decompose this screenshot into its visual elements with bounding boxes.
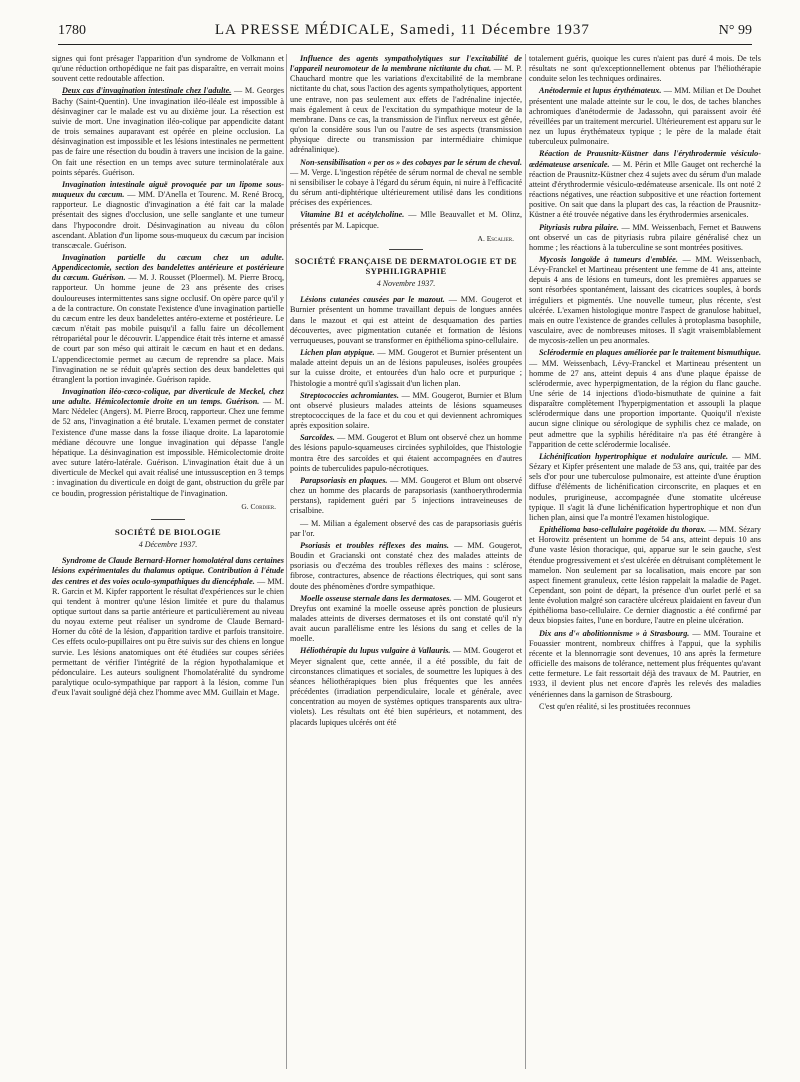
article-paragraph: — M. Milian a également observé des cas de parapsoriasis guéris par l'or.: [290, 518, 522, 538]
article-body: — MM. Gougerot et Dreyfus ont examiné la moelle osseuse après ponction de plusieurs malades atteints de diverses dermatoses et ils ont constaté qu'il n'y avait aucun parallélisme entre les lésions du sang et celles de la moelle.: [290, 593, 522, 644]
article-body: — MM. Sézary et Horowitz présentent un homme de 54 ans, atteint depuis 10 ans d'une vaste lésion thoracique, qui, apparue sur le sein gauche, s'est étendue progressivement et s'est ulcérée en détruisant complètement le mamelon. Non seulement par sa localisation, mais encore par son aspect finement granuleux, cette lésion rappelait la maladie de Paget. Cependant, son point de départ, la présence d'un ourlet perlé et sa lente évolution malgré son caractère ulcéreux plaidaient en faveur d'un épithélioma baso-cellulaire. Ce dernier diagnostic a été confirmé par deux biopsies faites, l'une en bordure, l'autre en pleine ulcération.: [529, 525, 761, 626]
article-title: Invagination iléo-cæco-colique, par diverticule de Meckel, chez une adulte. Hémicolectomie droite en un temps. Guérison.: [52, 387, 284, 407]
column-rule-2: [525, 54, 526, 1069]
article-body: — MM. Gougerot, Burnier et Blum ont observé plusieurs malades atteints de lésions squameuses streptococciques de la face et du cou et qui deviennent achromiques après exposition solaire.: [290, 390, 522, 431]
article-title: Sclérodermie en plaques améliorée par le traitement bismuthique.: [539, 348, 761, 358]
article-paragraph: [52, 253, 284, 385]
section-date: 4 Décembre 1937.: [138, 540, 198, 550]
article-body: — M. J. Rousset (Ploermel). M. Pierre Brocq, rapporteur. Un homme jeune de 23 ans présente des crises douloureuses intermittentes sans signe occlusif. On opère parce qu'il y a de la contracture. On constate l'existence d'une invagination partielle du cæcum entre les deux bandelettes antéro-externe et postérieure. Le cæcum n'était pas mobile puisqu'il a fallu faire un décollement rétropariétal pour le découvrir. L'appendice était très interne et amassé de court par son méso qui attirait le cæcum en haut et en dedans. L'appendicectomie permet au cæcum de reprendre sa place. Mais l'invagination ne se réduit qu'après section des deux bandelettes qui étranglent la portion invaginée. Guérison rapide.: [52, 273, 284, 384]
article-body: — MM. Weissenbach, Lévy-Franckel et Martineau présentent un homme de 27 ans, atteint depuis 4 ans d'une plaque épaisse de sclérodermie, avec hyperpigmentation, de la région du flanc gauche. Une série de 14 injections d'iodo-bismuthate de quinine a fait disparaître complètement l'hyperpigmentation et assoupli la plaque sclérodermique dans une proportion importante. Quoiqu'il n'existe aucun signe clinique ou sérologique de syphilis chez ce malade, on peut admettre que la syphilis héréditaire n'a pas été étrangère à l'apparition de cette sclérodermie localisée.: [529, 358, 761, 449]
article-body: — MM. Gougerot et Blum ont observé chez un homme des lésions papulo-squameuses circinées syphiloïdes, que l'histologie montra être des sarcoïdes et qui étaient accompagnées en d'autres points de tuberculides papulo-nécrotiques.: [290, 433, 522, 473]
article-title: Parapsoriasis en plaques.: [300, 475, 388, 485]
article-paragraph: [529, 255, 761, 346]
article-body: — MM. D'Anella et Tourenc. M. René Brocq, rapporteur. Le diagnostic d'invagination a été fait car la malade présentait des signes d'occlusion, une selle sanglante et une tumeur dans l'hypocondre droit. Désinvagination au niveau du côlon ascendant. Ablation d'un lipome sous-muqueux du cæcum par incision transcæcale. Guérison.: [52, 190, 284, 250]
article-title: Syndrome de Claude Bernard-Horner homolatéral dans certaines lésions expérimentales du thalamus optique. Contribution à l'étude des centres et des voies oculo-sympathiques du diencéphale.: [52, 556, 284, 586]
article-paragraph: [290, 646, 522, 727]
article-body: — MM. Weissenbach, Lévy-Franckel et Martineau présentent une femme de 41 ans, atteinte depuis 4 ans de lésions en tumeurs, dont les premières apparues se sont résorbées spontanément, laissant des cicatrices souples, à bords irréguliers et pigmentés. Une nouvelle tumeur, plus récente, s'est ulcérée. L'examen histologique montre l'aspect de granulose habituel, mais en outre l'existence de grandes cellules à protoplasma basophile, vasculaire, avec de nombreuses mitoses. Il s'agit vraisemblablement de mycosis-zellen un peu anormales.: [529, 254, 761, 346]
journal-title: LA PRESSE MÉDICALE, Samedi, 11 Décembre 1937: [214, 22, 590, 38]
article-paragraph: [529, 149, 761, 220]
article-paragraph: [290, 210, 522, 230]
article-paragraph: [52, 180, 284, 251]
article-paragraph: [290, 158, 522, 209]
article-title: Deux cas d'invagination intestinale chez l'adulte.: [62, 86, 232, 96]
article-title: Dix ans d'« abolitionnisme » à Strasbourg.: [539, 628, 690, 638]
article-body: — MM. Gougerot et Meyer signalent que, cette année, il a été possible, du fait de circonstances climatiques et sociales, de soumettre les lupiques à des séances héliothérapiques bien plus fréquentes que les années précédentes (irradiation perpendiculaire, locale et générale, avec concentration au moyen de systèmes optiques transparents aux ultra-violets). Les résultats ont été bien supérieurs, et notamment, des placards lupiques ulcérés ont été: [290, 646, 522, 727]
section-date: 4 Novembre 1937.: [376, 279, 436, 289]
article-body: — MM. Touraine et Fouassier montrent, nombreux chiffres à l'appui, que la syphilis récente et la blennorragie sont devenues, 10 ans après la fermeture officielle des maisons de tolérance, nettement plus fréquentes qu'avant cette fermeture. Le fait ressortait déjà des travaux de M. Pautrier, en 1933, il devient plus net encore d'après les relevés des maladies vénériennes dans la garnison de Strasbourg.: [529, 628, 761, 699]
article-title: Pityriasis rubra pilaire.: [539, 222, 619, 232]
article-paragraph: [52, 387, 284, 499]
article-title: Réaction de Prausnitz-Küstner dans l'érythrodermie vésiculo-œdémateuse arsenicale.: [529, 149, 761, 169]
article-title: Psoriasis et troubles réflexes des mains.: [300, 540, 449, 550]
author-signature: A. Escalier.: [477, 233, 514, 243]
article-paragraph: [529, 348, 761, 450]
article-paragraph: C'est qu'en réalité, si les prostituées reconnues: [539, 701, 691, 711]
page-header: [58, 22, 752, 45]
article-paragraph: [290, 54, 522, 156]
column-1: [52, 54, 284, 1069]
article-body: — MM. Gougerot, Boudin et Gracianski ont constaté chez des malades atteints de psoriasis ou d'eczéma des troubles réflexes des mains : sclérose, fibrose, contractures, absence de réactions électriques, qui sont sans doute des phénomènes d'ordre sympathique.: [290, 540, 522, 591]
article-body: — MM. Gougerot et Blum ont observé chez un homme des placards de parapsoriasis (xanthoerythrodermia perstans), rapidement guéri par 5 injections intraveineuses de crisalbine.: [290, 475, 522, 516]
article-body: — MM. Weissenbach, Fernet et Bauwens ont observé un cas de pityriasis rubra pilaire généralisé chez un homme ; les réactions à la tuberculine se sont montrées positives.: [529, 222, 761, 252]
article-body: — MM. Sézary et Kipfer présentent une malade de 53 ans, qui, traitée par des sels d'or pour une tuberculose pulmonaire, est atteinte d'une éruption diffuse d'éléments de lichénification circonscrite, en plaques et en nodules, prurigineuse, accompagnée d'une stomatite ulcéreuse typique. Il s'agit là d'une lichénification hypertrophique et non d'un lichen plan, ainsi que l'a montré l'examen histologique.: [529, 451, 761, 522]
article-body: — MM. Gougerot et Burnier présentent un homme travaillant depuis de longues années dans le mazout et qui est atteint de desquamation des parties découvertes, avec pigmentation cutanée et formation de lésions verruqueuses, pouvant se transformer en épithélioma spino-cellulaire.: [290, 295, 522, 345]
article-paragraph: [290, 391, 522, 432]
article-title: Lésions cutanées causées par le mazout.: [300, 295, 445, 305]
article-title: Vitamine B1 et acétylcholine.: [300, 210, 405, 220]
column-rule-1: [286, 54, 287, 1069]
article-body: — MM. R. Garcin et M. Kipfer rapportent le résultat d'expériences sur le chien qui tendent à montrer qu'une lésion limitée et pure du thalamus optique surtout dans sa partie antérieure et particulièrement au niveau du noyau externe peut réaliser un syndrome de Claude Bernard-Horner du côté de la lésion, d'apparition tardive et parfois transitoire. Ces effets oculo-pupillaires ont pu être suivis sur des chiens en longue survie. Les lésions anatomiques ont été étudiées sur coupes sériées permettant de vérifier l'intégrité de la région hypothalamique et pédonculaire. Les auteurs soulignent l'homolatéralité du syndrome paralytique oculo-sympathique par rapport à la lésion, comme l'un d'eux l'avait souligné déjà chez l'homme avec MM. Guillain et Mage.: [52, 576, 284, 698]
article-body: — M. Verge. L'ingestion répétée de sérum normal de cheval ne semble ni sensibiliser le cobaye à l'égard du sérum équin, ni nuire à l'efficacité du sérum anti-diphtérique ultérieurement utilisé dans les conditions précises des expériences.: [290, 167, 522, 208]
article-title: Mycosis longoïde à tumeurs d'emblée.: [539, 254, 678, 264]
article-paragraph: [290, 348, 522, 389]
article-body: — M. Marc Nédelec (Angers). M. Pierre Brocq, rapporteur. Chez une femme de 52 ans, l'invagination a été brutale. L'examen permet de constater l'existence d'une masse dans la fosse iliaque droite. La laparotomie médiane découvre une longue invagination qui dépasse l'angle hépatique. La désinvagination est impossible. Hémicolectomie droite avec suture latéro-latérale. Guérison. L'invagination était due à un diverticule de Meckel qui avait réalisé une intussusception en 3 temps : invagination du diverticule en doigt de gant, obstruction du grêle par ce boudin, progression péristaltique de l'invagination.: [52, 397, 284, 498]
column-2: [290, 54, 522, 1069]
article-body: — MM. Milian et De Douhet présentent une malade atteinte sur le cou, le dos, de taches blanches achromiques d'anétodermie de Jadassohn, qui paraissent avoir été réveillées par un traitement mercuriel. Ultérieurement est apparu sur le nez un lupus érythémateux typique ; le père de la malade était tuberculeux pulmonaire.: [529, 86, 761, 147]
article-title: Epithélioma baso-cellulaire pagétoïde du thorax.: [539, 525, 707, 535]
article-body: — M. Périn et Mlle Gauget ont recherché la réaction de Prausnitz-Küstner chez 4 sujets avec du sérum d'un malade atteint d'érythrodermie vésiculo-œdémateuse arsenicale. Ils ont noté 2 réactions négatives, une réaction subpositive et une réaction fortement positive. On sait que dans la plupart des cas, la réaction de Prausnitz-Küstner a été trouvée négative dans les érythrodermies arsenicales.: [529, 159, 761, 220]
author-signature: G. Cordier.: [241, 501, 276, 511]
article-paragraph: [529, 452, 761, 523]
article-body: — M. P. Chauchard montre que les variations d'excitabilité de la membrane nictitante du chat, sous l'action des agents sympatholytiques, apportent une entrave, non pas seulement aux effets de l'adrénaline injectée, mais également à ceux de l'excitation du sympathique moteur de la membrane. Dans ce cas, la transmission de l'influx nerveux est gênée, qu'on la considère sous l'un ou l'autre de ses aspects (transmission physique directe ou transmission par intermédiaire chimique adrénalinique).: [290, 64, 522, 155]
article-paragraph: [52, 86, 284, 177]
article-paragraph: [290, 295, 522, 346]
article-paragraph: [290, 594, 522, 645]
article-body: — Mlle Beauvallet et M. Olinz, présentés par M. Lapicque.: [290, 210, 522, 230]
issue-number: N° 99: [718, 23, 752, 38]
article-body: — MM. Gougerot et Burnier présentent un malade atteint depuis un an de lésions papuleuses, isolées groupées sur la cuisse droite, et entourées d'un halo ocre et purpurique ; l'histologie a montré qu'il s'agissait d'un lichen plan.: [290, 348, 522, 388]
article-paragraph: [52, 556, 284, 698]
page-number: 1780: [58, 23, 86, 38]
article-paragraph: [290, 476, 522, 517]
article-title: Invagination intestinale aiguë provoquée par un lipome sous-muqueux du cæcum.: [52, 179, 284, 200]
column-3: [529, 54, 761, 1069]
article-title: Lichen plan atypique.: [300, 348, 375, 358]
article-title: Influence des agents sympatholytiques sur l'excitabilité de l'appareil neuromoteur de la membrane nictitante du chat.: [290, 54, 522, 74]
article-paragraph: [290, 433, 522, 474]
article-title: Non-sensibilisation « per os » des cobayes par le sérum de cheval.: [300, 157, 522, 167]
article-title: Streptococcies achromiantes.: [300, 390, 399, 400]
section-title: SOCIÉTÉ FRANÇAISE DE DERMATOLOGIE ET DE SYPHILIGRAPHIE: [294, 255, 518, 276]
section-separator: [151, 519, 185, 520]
article-paragraph: [529, 86, 761, 147]
article-title: Héliothérapie du lupus vulgaire à Vallauris.: [300, 646, 451, 656]
intro-paragraph: signes qui font présager l'apparition d'un syndrome de Volkmann et qu'une réduction orthopédique ne fait pas disparaître, en verrait moins souvent cette redoutable affection.: [52, 54, 284, 84]
article-paragraph: [529, 629, 761, 700]
section-separator: [389, 249, 423, 250]
article-paragraph: [290, 541, 522, 592]
article-title: Lichénification hypertrophique et nodulaire auricule.: [539, 451, 729, 461]
article-paragraph: [529, 223, 761, 253]
article-paragraph: totalement guéris, quoique les cures n'aient pas duré 4 mois. De tels résultats ne sont qu'exceptionnellement obtenus par l'héliothérapie conduite selon les techniques ordinaires.: [529, 54, 761, 84]
article-title: Moelle osseuse sternale dans les dermatoses.: [300, 593, 452, 603]
article-paragraph: [529, 525, 761, 627]
article-title: Invagination partielle du cæcum chez un adulte. Appendicectomie, section des bandelettes antérieure et postérieure du cæcum. Guérison.: [52, 252, 284, 283]
article-title: Anétodermie et lupus érythémateux.: [539, 86, 662, 96]
section-title: SOCIÉTÉ DE BIOLOGIE: [115, 526, 221, 537]
article-title: Sarcoïdes.: [300, 433, 335, 443]
article-body: — M. Georges Bachy (Saint-Quentin). Une invagination iléo-iléale est impossible à désinvaginer car le malade est vu au dixième jour. La résection est suivie de mort. Une invagination iléo-colique par appendicite datant de trois semaines auparavant est opérée en pleine occlusion. La désinvagination est impossible et les lésions intestinales ne permettent pas de faire une résection du boudin à travers une incision de la gaine. On fait une résection en un temps avec suture terminolatérale aux points séparés. Guérison.: [52, 86, 284, 177]
